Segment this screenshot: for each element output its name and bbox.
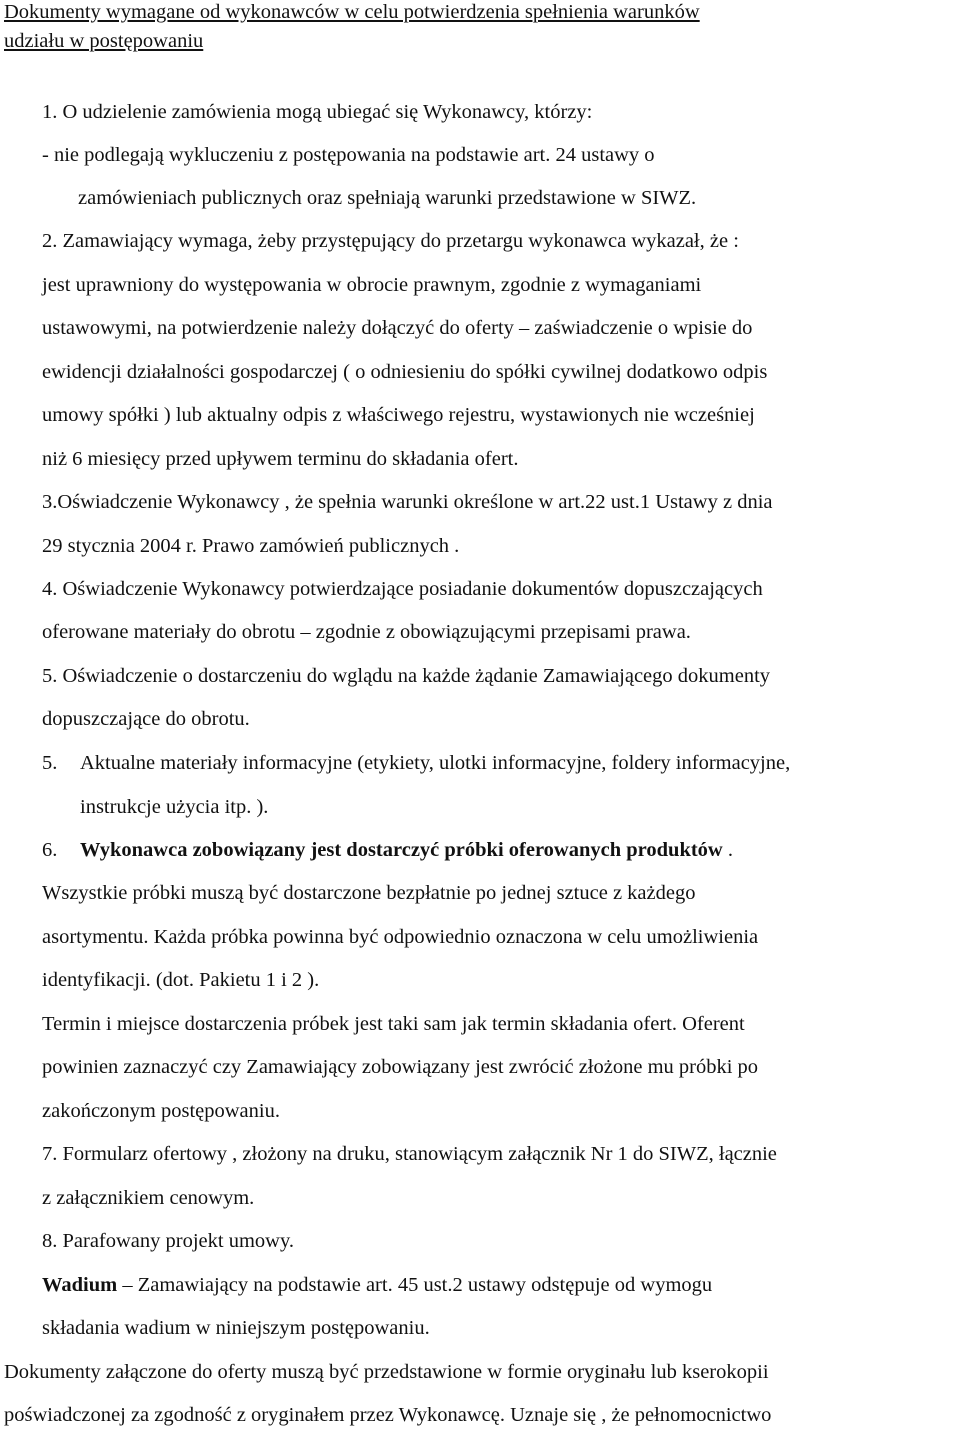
- item-8: 8. Parafowany projekt umowy.: [42, 1230, 295, 1252]
- item-6-line-4: identyfikacji. (dot. Pakietu 1 i 2 ).: [42, 969, 320, 991]
- item-3-line-1: 3.Oświadczenie Wykonawcy , że spełnia warunki określone w art.22 ust.1 Ustawy z dnia: [42, 491, 773, 513]
- samples-term-line-2: powinien zaznaczyć czy Zamawiający zobowiązany jest zwrócić złożone mu próbki po: [42, 1056, 759, 1078]
- item-6-line-1: [80, 838, 733, 862]
- item-2-line-5: umowy spółki ) lub aktualny odpis z właściwego rejestru, wystawionych nie wcześniej: [42, 404, 755, 426]
- item-6-tail: .: [722, 839, 733, 861]
- samples-term-line-1: Termin i miejsce dostarczenia próbek jest taki sam jak termin składania ofert. Oferent: [42, 1013, 745, 1035]
- item-2-line-4: ewidencji działalności gospodarczej ( o odniesieniu do spółki cywilnej dodatkowo odpis: [42, 361, 768, 383]
- item-2-line-1: 2. Zamawiający wymaga, żeby przystępujący do przetargu wykonawca wykazał, że :: [42, 230, 739, 252]
- item-1-heading: 1. O udzielenie zamówienia mogą ubiegać się Wykonawcy, którzy:: [42, 101, 593, 123]
- wadium-label: Wadium: [42, 1274, 118, 1296]
- item-4-line-2: oferowane materiały do obrotu – zgodnie z obowiązującymi przepisami prawa.: [42, 621, 691, 643]
- item-7-line-2: z załącznikiem cenowym.: [42, 1187, 255, 1209]
- item-2-line-6: niż 6 miesięcy przed upływem terminu do składania ofert.: [42, 448, 519, 470]
- item-5b-line-2: instrukcje użycia itp. ).: [80, 796, 269, 818]
- wadium-line-2: składania wadium w niniejszym postępowaniu.: [42, 1317, 430, 1339]
- item-6-bold-text: Wykonawca zobowiązany jest dostarczyć próbki oferowanych produktów: [80, 839, 723, 861]
- item-1-dash-line-1: - nie podlegają wykluczeniu z postępowania na podstawie art. 24 ustawy o: [42, 144, 655, 166]
- item-2-line-2: jest uprawniony do występowania w obrocie prawnym, zgodnie z wymaganiami: [42, 274, 702, 296]
- item-5b-line-1: Aktualne materiały informacyjne (etykiety, ulotki informacyjne, foldery informacyjne,: [80, 752, 791, 774]
- item-5a-line-2: dopuszczające do obrotu.: [42, 708, 250, 730]
- item-6-number: 6.: [42, 839, 58, 861]
- document-title-line-2: udziału w postępowaniu: [4, 30, 204, 52]
- item-1-dash-line-2: zamówieniach publicznych oraz spełniają warunki przedstawione w SIWZ.: [78, 187, 697, 209]
- item-2-line-3: ustawowymi, na potwierdzenie należy dołączyć do oferty – zaświadczenie o wpisie do: [42, 317, 753, 339]
- item-4-line-1: 4. Oświadczenie Wykonawcy potwierdzające posiadanie dokumentów dopuszczających: [42, 578, 763, 600]
- item-7-line-1: 7. Formularz ofertowy , złożony na druku, stanowiącym załącznik Nr 1 do SIWZ, łącznie: [42, 1143, 777, 1165]
- document-title-line-1: Dokumenty wymagane od wykonawców w celu potwierdzenia spełnienia warunków: [4, 1, 700, 23]
- samples-term-line-3: zakończonym postępowaniu.: [42, 1100, 280, 1122]
- final-line-2: poświadczonej za zgodność z oryginałem przez Wykonawcę. Uznaje się , że pełnomocnictwo: [4, 1404, 772, 1426]
- item-6-line-2: Wszystkie próbki muszą być dostarczone bezpłatnie po jednej sztuce z każdego: [42, 882, 696, 904]
- wadium-text: – Zamawiający na podstawie art. 45 ust.2 ustawy odstępuje od wymogu: [117, 1274, 713, 1296]
- final-line-1: Dokumenty załączone do oferty muszą być przedstawione w formie oryginału lub kserokopii: [4, 1361, 769, 1383]
- item-6-line-3: asortymentu. Każda próbka powinna być odpowiednio oznaczona w celu umożliwienia: [42, 926, 759, 948]
- wadium-line-1: [42, 1273, 712, 1297]
- item-5b-number: 5.: [42, 752, 58, 774]
- item-3-line-2: 29 stycznia 2004 r. Prawo zamówień publicznych .: [42, 535, 460, 557]
- item-5a-line-1: 5. Oświadczenie o dostarczeniu do wglądu na każde żądanie Zamawiającego dokumenty: [42, 665, 771, 687]
